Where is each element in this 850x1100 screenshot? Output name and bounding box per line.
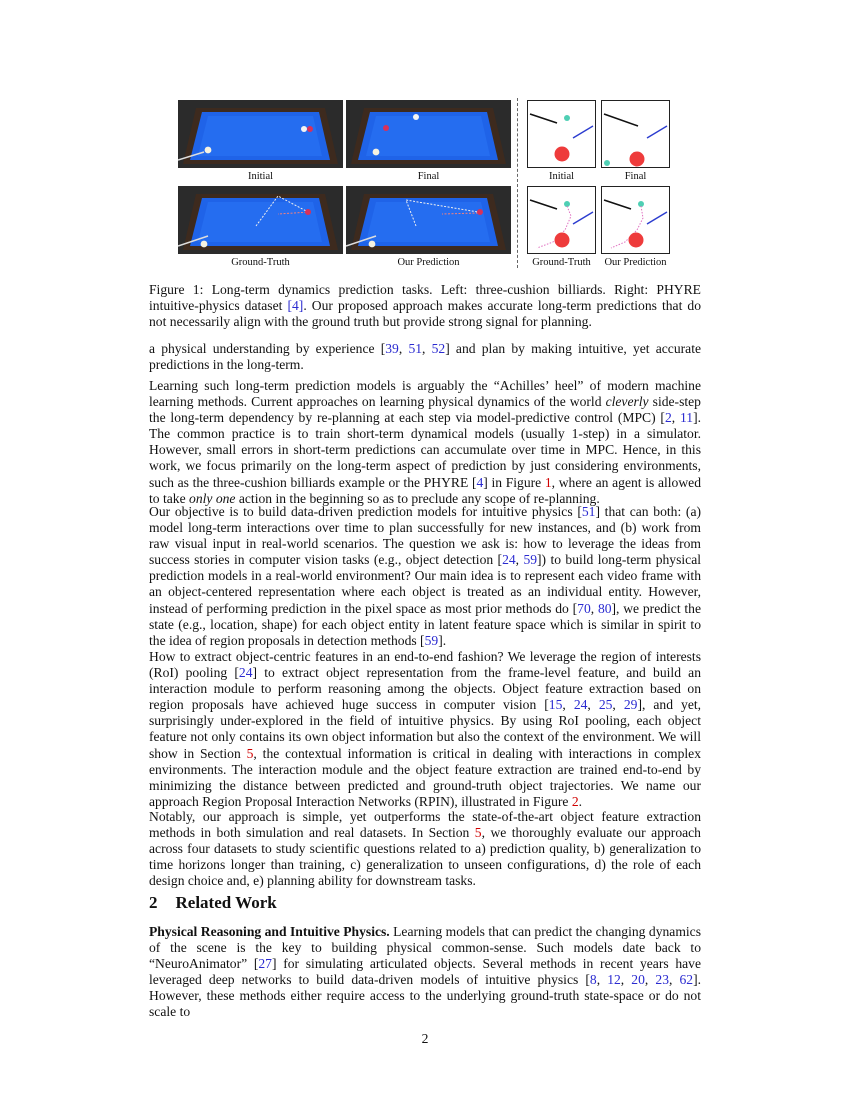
citation-link[interactable]: 70: [577, 600, 591, 616]
citation-link[interactable]: 51: [581, 504, 596, 519]
paragraph-3: Our objective is to build data-driven prediction models for intuitive physics [51] that can both: (a) model long-term interactions over time to plan successfully for new instances, and (b) work from raw visual input in real-world scenarios. The question we ask is: how to leverage the ideas from success stories in computer vision tasks (e.g., object detection [24, 59]) to build long-term physical prediction models in a real-world environment? Our main idea is to represent each video frame with an object-centered representation where each object is treated as an individual entity. However, instead of performing prediction in the pixel space as most prior methods do [70, 80], we predict the state (e.g., location, shape) for each object entity in latent feature space which is similar in spirit to the idea of region proposals in detection methods [59].: [149, 504, 702, 648]
citation-link[interactable]: 11: [679, 410, 694, 426]
citation-link[interactable]: [4]: [287, 298, 304, 314]
phyre-ground-truth-image: [527, 186, 596, 254]
billiards-our-prediction-image: [346, 186, 511, 254]
citation-link[interactable]: 23: [655, 972, 669, 988]
figure-1: [0, 0, 850, 270]
section-ref-link[interactable]: 5: [246, 745, 254, 761]
citation-link[interactable]: 2: [664, 410, 672, 426]
phyre-final-image: [601, 100, 670, 168]
section-title: Related Work: [175, 893, 277, 912]
label-final: Final: [417, 171, 440, 182]
citation-link[interactable]: 52: [431, 341, 446, 356]
citation-link[interactable]: 39: [385, 341, 399, 356]
label-our-prediction: Our Prediction: [397, 257, 460, 268]
citation-link[interactable]: 15: [548, 697, 563, 713]
billiards-ground-truth-image: [178, 186, 343, 254]
billiards-initial-image: [178, 100, 343, 168]
label-phyre-our-prediction: Our Prediction: [604, 257, 667, 268]
citation-link[interactable]: 59: [424, 632, 439, 648]
phyre-our-prediction-image: [601, 186, 670, 254]
paragraph-4: How to extract object-centric features in an end-to-end fashion? We leverage the region of interests (RoI) pooling [24] to extract object representation from the frame-level feature, and build an interaction module to perform reasoning among the objects. Object feature extraction based on region proposals have achieved huge success in computer vision [15, 24, 25, 29], and yet, surprisingly under-explored in the field of intuitive physics. By using RoI pooling, each object feature not only contains its own object information but also the context of the environment. We will show in Section 5, the contextual information is critical in dealing with interactions in complex environments. The interaction module and the object feature extraction are trained end-to-end by minimizing the distance between predicted and ground-truth object trajectories. We name our approach Region Proposal Interaction Networks (RPIN), illustrated in Figure 2.: [149, 649, 702, 809]
citation-link[interactable]: 20: [631, 972, 645, 988]
citation-link[interactable]: 24: [502, 552, 516, 568]
citation-link[interactable]: 62: [679, 972, 694, 988]
citation-link[interactable]: 59: [523, 552, 538, 568]
citation-link[interactable]: 4: [476, 474, 484, 490]
paragraph-1: a physical understanding by experience [39, 51, 52] and plan by making intuitive, yet accurate predictions in the long-term.: [149, 341, 702, 373]
page-number: 2: [421, 1031, 429, 1046]
section-ref-link[interactable]: 5: [474, 825, 482, 841]
citation-link[interactable]: 80: [597, 600, 612, 616]
citation-link[interactable]: 12: [607, 972, 621, 988]
section-number: 2: [149, 893, 158, 912]
section-heading: [149, 893, 277, 913]
citation-link[interactable]: 24: [573, 697, 588, 713]
label-phyre-initial: Initial: [548, 171, 575, 182]
paragraph-5: Notably, our approach is simple, yet outperforms the state-of-the-art object feature extraction methods in both simulation and real datasets. In Section 5, we thoroughly evaluate our approach across four datasets to study scientific questions related to a) prediction quality, b) generalization to time horizons longer than training, c) generalization to unseen configurations, d) the role of each design choice and, e) planning ability for downstream tasks.: [149, 809, 701, 889]
label-ground-truth: Ground-Truth: [231, 257, 290, 268]
paragraph-6: Physical Reasoning and Intuitive Physics. Learning models that can predict the changing dynamics of the scene is the key to building physical common-sense. Such models date back to “NeuroAnimator” [27] for simulating articulated objects. Several methods in recent years have leveraged deep networks to build data-driven models of intuitive physics [8, 12, 20, 23, 62]. However, these methods either require access to the underlying ground-truth state-space or do not scale to: [149, 924, 702, 1020]
citation-link[interactable]: 24: [238, 665, 253, 681]
caption-label: Figure 1:: [149, 282, 204, 297]
citation-link[interactable]: 29: [623, 697, 638, 713]
figure-divider: [517, 98, 518, 268]
citation-link[interactable]: 8: [589, 972, 597, 988]
citation-link[interactable]: 27: [258, 956, 272, 972]
label-phyre-ground-truth: Ground-Truth: [532, 257, 591, 268]
citation-link[interactable]: 51: [408, 341, 423, 356]
label-initial: Initial: [247, 171, 274, 182]
figure-ref-link[interactable]: 2: [571, 793, 579, 809]
figure-caption: Figure 1: Long-term dynamics prediction tasks. Left: three-cushion billiards. Right: PHYRE intuitive-physics dataset [4]. Our proposed approach makes accurate long-term predictions that do not necessarily align with the ground truth but provide strong signal for planning.: [149, 282, 701, 330]
citation-link[interactable]: 25: [598, 697, 613, 713]
run-in-heading: Physical Reasoning and Intuitive Physics.: [149, 924, 390, 939]
label-phyre-final: Final: [624, 171, 647, 182]
paragraph-2: Learning such long-term prediction models is arguably the “Achilles’ heel” of modern machine learning methods. Current approaches on learning physical dynamics of the world cleverly side-step the long-term dependency by re-planning at each step via model-predictive control (MPC) [2, 11]. The common practice is to train short-term dynamical models (usually 1-step) in a simulator. However, small errors in short-term predictions can accumulate over time in MPC. Hence, in this work, we focus primarily on the long-term aspect of prediction by just considering environments, such as the three-cushion billiards example or the PHYRE [4] in Figure 1, where an agent is allowed to take only one action in the beginning so as to preclude any scope of re-planning.: [149, 378, 702, 506]
phyre-initial-image: [527, 100, 596, 168]
figure-ref-link[interactable]: 1: [544, 474, 552, 490]
billiards-final-image: [346, 100, 511, 168]
